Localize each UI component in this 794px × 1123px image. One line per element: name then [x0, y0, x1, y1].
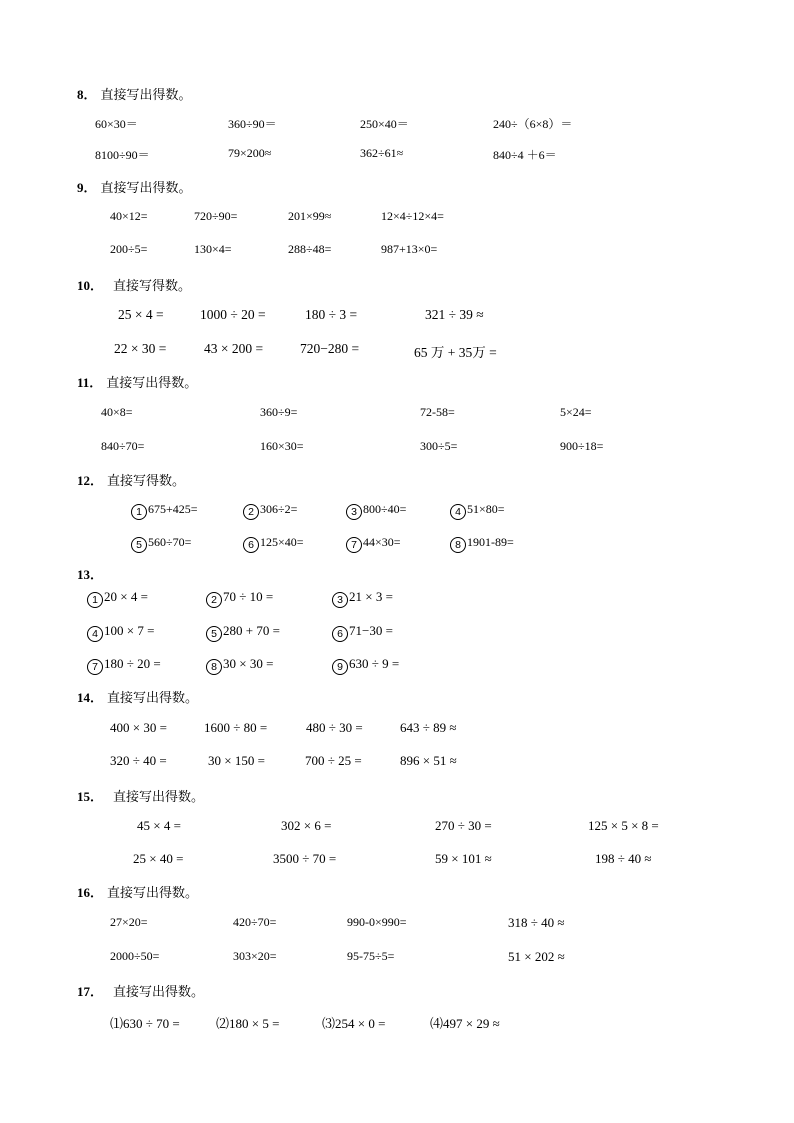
problem-text: 44×30=	[363, 535, 401, 549]
problem: 320 ÷ 40 =	[110, 753, 167, 768]
problem: 125 × 5 × 8 =	[588, 818, 659, 833]
circled-number: 3	[346, 504, 362, 520]
section-title: 直接写出得数。	[113, 790, 205, 805]
section-14-heading	[77, 687, 198, 706]
problem-text: 800÷40=	[363, 502, 407, 516]
problem: 8100÷90＝	[95, 148, 150, 162]
problem: 990-0×990=	[347, 915, 407, 929]
section-title: 直接写得数。	[113, 279, 192, 294]
problem-text: 280 + 70 =	[223, 623, 280, 638]
circled-number: 1	[87, 592, 103, 608]
problem: 400 × 30 =	[110, 720, 167, 735]
problem: 130×4=	[194, 242, 232, 256]
problem: 22 × 30 =	[114, 341, 167, 356]
problem: 900÷18=	[560, 439, 604, 453]
section-title: 直接写出得数。	[107, 886, 199, 901]
problem-text: 306÷2=	[260, 502, 298, 516]
problem: 40×8=	[101, 405, 133, 419]
problem-text: 675+425=	[148, 502, 198, 516]
problem	[206, 589, 273, 608]
problem: 840÷70=	[101, 439, 145, 453]
section-8-heading	[77, 84, 192, 103]
problem-text: 560÷70=	[148, 535, 192, 549]
problem: 250×40＝	[360, 117, 409, 131]
problem-text: 20 × 4 =	[104, 589, 148, 604]
problem: 60×30＝	[95, 117, 138, 131]
problem	[87, 623, 154, 642]
section-13-heading	[77, 564, 107, 583]
circled-number: 1	[131, 504, 147, 520]
problem: 420÷70=	[233, 915, 277, 929]
section-number: 14．	[77, 690, 104, 705]
section-title: 直接写出得数。	[100, 181, 192, 196]
circled-number: 5	[206, 626, 222, 642]
problem: 25 × 40 =	[133, 851, 184, 866]
problem	[332, 589, 393, 608]
problem-text: 630 ÷ 9 =	[349, 656, 400, 671]
problem	[206, 623, 280, 642]
circled-number: 2	[206, 592, 222, 608]
problem: ⑷497 × 29 ≈	[430, 1016, 500, 1031]
problem-text: 180 ÷ 20 =	[104, 656, 161, 671]
problem-text: 30 × 30 =	[223, 656, 274, 671]
problem: 51 × 202 ≈	[508, 949, 565, 964]
section-number: 9．	[77, 180, 97, 195]
problem: 59 × 101 ≈	[435, 851, 492, 866]
problem: 360÷9=	[260, 405, 298, 419]
problem: 360÷90＝	[228, 117, 277, 131]
section-16-heading	[77, 882, 198, 901]
circled-number: 7	[346, 537, 362, 553]
problem: 72-58=	[420, 405, 455, 419]
problem: 27×20=	[110, 915, 148, 929]
problem: 240÷（6×8）＝	[493, 117, 573, 131]
problem	[332, 623, 393, 642]
problem	[87, 589, 148, 608]
problem: 43 × 200 =	[204, 341, 264, 356]
section-number: 12．	[77, 473, 104, 488]
problem	[450, 502, 505, 520]
problem: 30 × 150 =	[208, 753, 265, 768]
problem: 303×20=	[233, 949, 277, 963]
problem: 480 ÷ 30 =	[306, 720, 363, 735]
problem	[332, 656, 399, 675]
section-number: 11．	[77, 375, 103, 390]
section-title: 直接写出得数。	[106, 376, 198, 391]
problem	[87, 656, 161, 675]
problem	[206, 656, 273, 675]
problem	[243, 502, 297, 520]
problem: 200÷5=	[110, 242, 148, 256]
problem: 12×4÷12×4=	[381, 209, 444, 223]
problem: 270 ÷ 30 =	[435, 818, 492, 833]
circled-number: 6	[332, 626, 348, 642]
section-title: 直接写出得数。	[107, 691, 199, 706]
problem-text: 100 × 7 =	[104, 623, 155, 638]
circled-number: 6	[243, 537, 259, 553]
section-number: 16．	[77, 885, 104, 900]
problem: 362÷61≈	[360, 146, 404, 160]
problem	[346, 502, 406, 520]
circled-number: 8	[450, 537, 466, 553]
problem: ⑴630 ÷ 70 =	[110, 1016, 180, 1031]
problem-text: 21 × 3 =	[349, 589, 393, 604]
section-number: 10．	[77, 278, 104, 293]
problem: ⑶254 × 0 =	[322, 1016, 386, 1031]
section-number: 13．	[77, 567, 104, 582]
problem: 1000 ÷ 20 =	[200, 307, 266, 322]
problem: 79×200≈	[228, 146, 272, 160]
problem: 201×99≈	[288, 209, 332, 223]
problem: 25 × 4 =	[118, 307, 164, 322]
problem-text: 70 ÷ 10 =	[223, 589, 274, 604]
problem: 5×24=	[560, 405, 592, 419]
problem-text: 71−30 =	[349, 623, 393, 638]
circled-number: 4	[450, 504, 466, 520]
problem: 720÷90=	[194, 209, 238, 223]
problem: 318 ÷ 40 ≈	[508, 915, 565, 930]
section-15-heading	[77, 786, 204, 805]
circled-number: 2	[243, 504, 259, 520]
problem: 321 ÷ 39 ≈	[425, 307, 484, 322]
problem: ⑵180 × 5 =	[216, 1016, 280, 1031]
problem-text: 51×80=	[467, 502, 505, 516]
section-10-heading	[77, 275, 191, 294]
problem: 160×30=	[260, 439, 304, 453]
problem: 288÷48=	[288, 242, 332, 256]
problem	[131, 502, 198, 520]
problem: 2000÷50=	[110, 949, 160, 963]
circled-number: 7	[87, 659, 103, 675]
problem: 302 × 6 =	[281, 818, 332, 833]
section-number: 17．	[77, 984, 104, 999]
problem: 198 ÷ 40 ≈	[595, 851, 652, 866]
circled-number: 5	[131, 537, 147, 553]
problem: 840÷4 ＋6＝	[493, 148, 557, 162]
problem: 180 ÷ 3 =	[305, 307, 358, 322]
circled-number: 9	[332, 659, 348, 675]
circled-number: 8	[206, 659, 222, 675]
problem	[131, 535, 191, 553]
problem: 896 × 51 ≈	[400, 753, 457, 768]
problem: 40×12=	[110, 209, 148, 223]
section-title: 直接写出得数。	[100, 88, 192, 103]
section-title: 直接写得数。	[107, 474, 186, 489]
section-12-heading	[77, 470, 185, 489]
problem: 1600 ÷ 80 =	[204, 720, 268, 735]
section-9-heading	[77, 177, 192, 196]
circled-number: 3	[332, 592, 348, 608]
section-number: 8．	[77, 87, 97, 102]
problem: 65 万 + 35万 =	[414, 345, 497, 360]
problem: 300÷5=	[420, 439, 458, 453]
section-11-heading	[77, 372, 197, 391]
problem: 643 ÷ 89 ≈	[400, 720, 457, 735]
circled-number: 4	[87, 626, 103, 642]
problem-text: 1901-89=	[467, 535, 514, 549]
problem: 987+13×0=	[381, 242, 438, 256]
problem	[243, 535, 304, 553]
problem: 45 × 4 =	[137, 818, 181, 833]
problem: 95-75÷5=	[347, 949, 395, 963]
problem	[450, 535, 514, 553]
section-title: 直接写出得数。	[113, 985, 205, 1000]
problem: 3500 ÷ 70 =	[273, 851, 337, 866]
section-number: 15．	[77, 789, 104, 804]
section-17-heading	[77, 981, 204, 1000]
problem: 720−280 =	[300, 341, 360, 356]
problem	[346, 535, 401, 553]
problem: 700 ÷ 25 =	[305, 753, 362, 768]
problem-text: 125×40=	[260, 535, 304, 549]
